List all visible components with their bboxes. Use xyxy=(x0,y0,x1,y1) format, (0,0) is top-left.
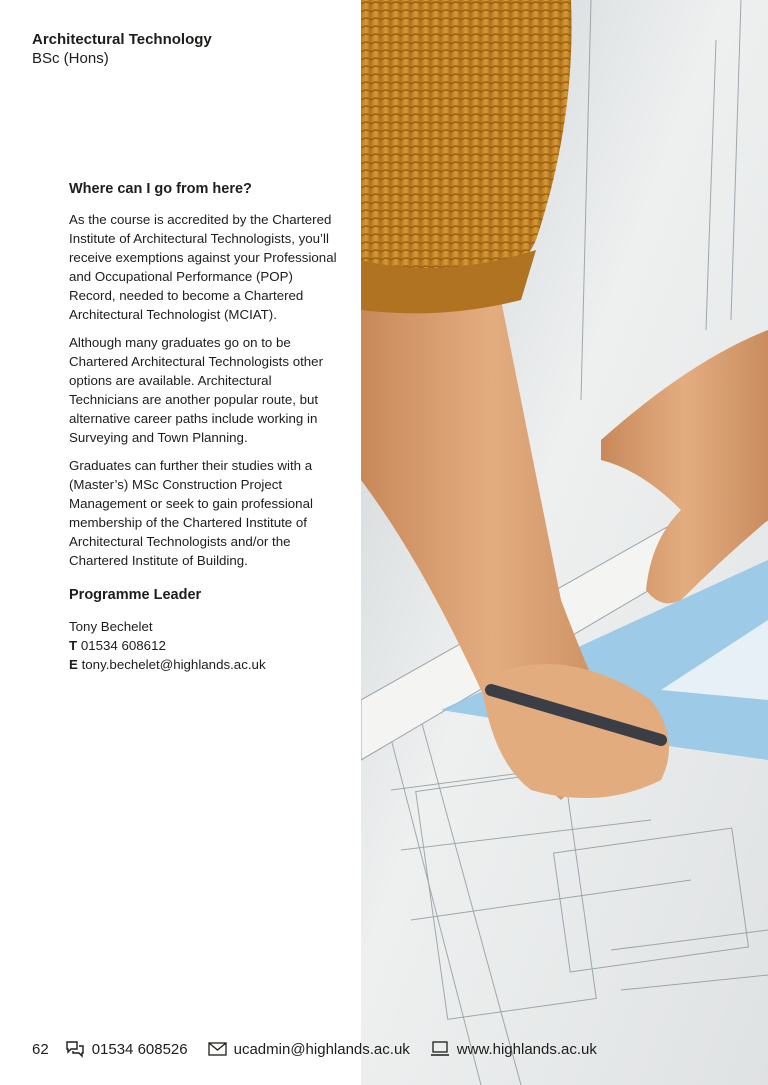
paragraph-further-study: Graduates can further their studies with a (Master’s) MSc Construction Project Management or seek to gain professional membership of the Chartered Institute of Architectural Technologists and/or the Chartered Institute of Building. xyxy=(69,458,313,568)
page-number: 62 xyxy=(32,1040,49,1058)
footer-phone-number[interactable]: 01534 608526 xyxy=(91,1040,188,1058)
section-heading: Where can I go from here? xyxy=(69,181,252,197)
footer-website xyxy=(430,1041,597,1058)
document-header xyxy=(32,30,212,68)
speech-bubbles-icon xyxy=(65,1040,85,1058)
leader-phone-number: 01534 608612 xyxy=(80,638,166,653)
footer-phone xyxy=(65,1040,188,1058)
paragraph-accreditation: As the course is accredited by the Chartered Institute of Architectural Technologists, you’ll receive exemptions against your Professional and Occupational Performance (POP) Record, needed to become a Chartered Architectural Technologist (MCIAT). xyxy=(69,212,337,322)
paragraph-career-options: Although many graduates go on to be Chartered Architectural Technologists other options are available. Architectural Technicians are another popular route, but alternative career paths include working in Surveying and Town Planning. xyxy=(69,335,324,445)
phone-prefix: T xyxy=(69,638,78,653)
footer-email xyxy=(208,1041,410,1058)
leader-email xyxy=(69,655,339,674)
leader-email-address[interactable]: tony.bechelet@highlands.ac.uk xyxy=(81,657,266,672)
programme-leader-heading: Programme Leader xyxy=(69,587,202,603)
main-content xyxy=(69,180,339,674)
course-title: Architectural Technology xyxy=(32,31,212,48)
page-footer xyxy=(32,1037,617,1061)
footer-website-url[interactable]: www.highlands.ac.uk xyxy=(456,1040,597,1058)
leader-name: Tony Bechelet xyxy=(69,619,153,634)
leader-phone xyxy=(69,636,339,655)
envelope-icon xyxy=(208,1042,227,1056)
footer-email-address[interactable]: ucadmin@highlands.ac.uk xyxy=(233,1040,410,1058)
email-prefix: E xyxy=(69,657,78,672)
laptop-icon xyxy=(430,1041,450,1057)
course-award: BSc (Hons) xyxy=(32,50,109,67)
architect-drawing-photo xyxy=(361,0,768,1085)
